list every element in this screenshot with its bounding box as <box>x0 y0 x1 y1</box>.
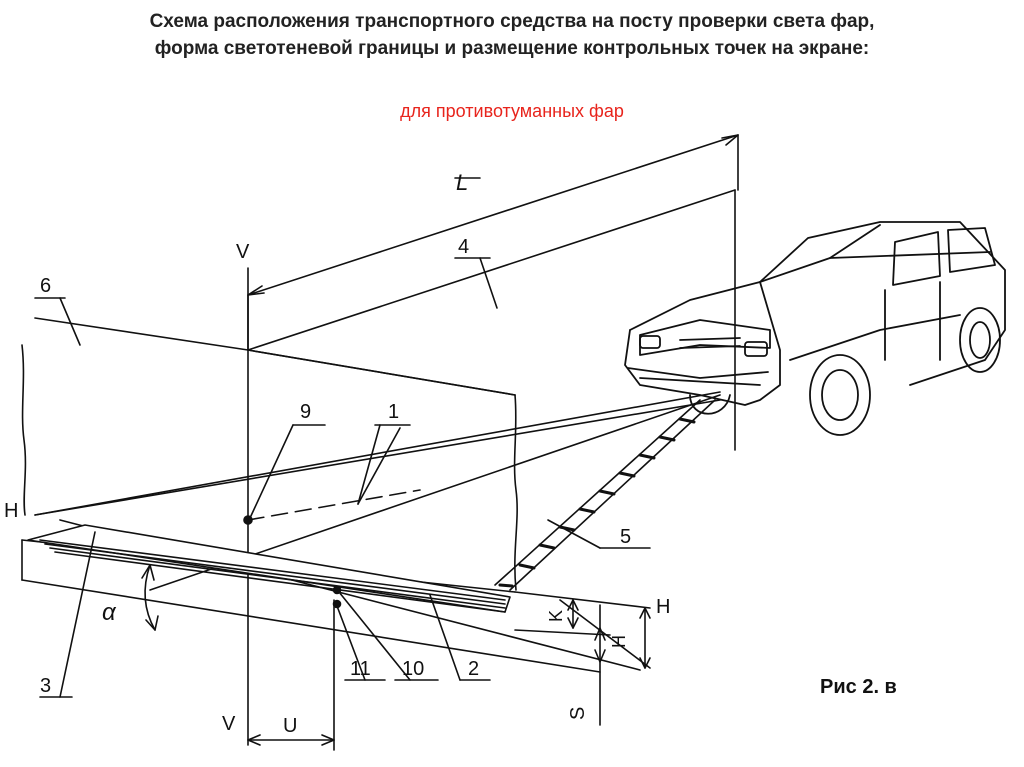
label-1: 1 <box>388 401 400 423</box>
height-dimensions <box>515 592 650 725</box>
car-illustration <box>625 222 1005 435</box>
label-H-right: H <box>656 596 671 618</box>
page-subtitle: для противотуманных фар <box>400 101 624 121</box>
ground-beam <box>495 400 715 590</box>
distance-L-dimension <box>248 135 738 350</box>
label-alpha: α <box>102 599 116 626</box>
alpha-angle-arc <box>142 565 158 630</box>
light-spot-band <box>28 525 510 612</box>
title-line-2: форма светотеневой границы и размещение контрольных точек на экране: <box>154 38 870 59</box>
title-line-1: Схема расположения транспортного средства на посту проверки света фар, <box>149 11 875 32</box>
label-S: S <box>567 706 589 720</box>
label-V-bottom: V <box>222 713 236 735</box>
label-2: 2 <box>468 658 480 680</box>
label-U: U <box>283 715 298 737</box>
label-L: L <box>456 170 469 195</box>
label-11: 11 <box>350 658 371 680</box>
vertical-axis-VV <box>248 268 334 750</box>
label-10: 10 <box>402 658 425 680</box>
label-H-dim: H <box>609 635 629 648</box>
figure-caption: Рис 2. в <box>820 676 897 698</box>
label-4: 4 <box>458 236 470 258</box>
label-9: 9 <box>300 401 312 423</box>
label-H-left: H <box>4 500 19 522</box>
label-6: 6 <box>40 275 52 297</box>
label-V-top: V <box>236 241 250 263</box>
screen-plane <box>248 190 735 450</box>
label-3: 3 <box>40 675 52 697</box>
label-K: K <box>546 609 566 622</box>
label-5: 5 <box>620 526 632 548</box>
